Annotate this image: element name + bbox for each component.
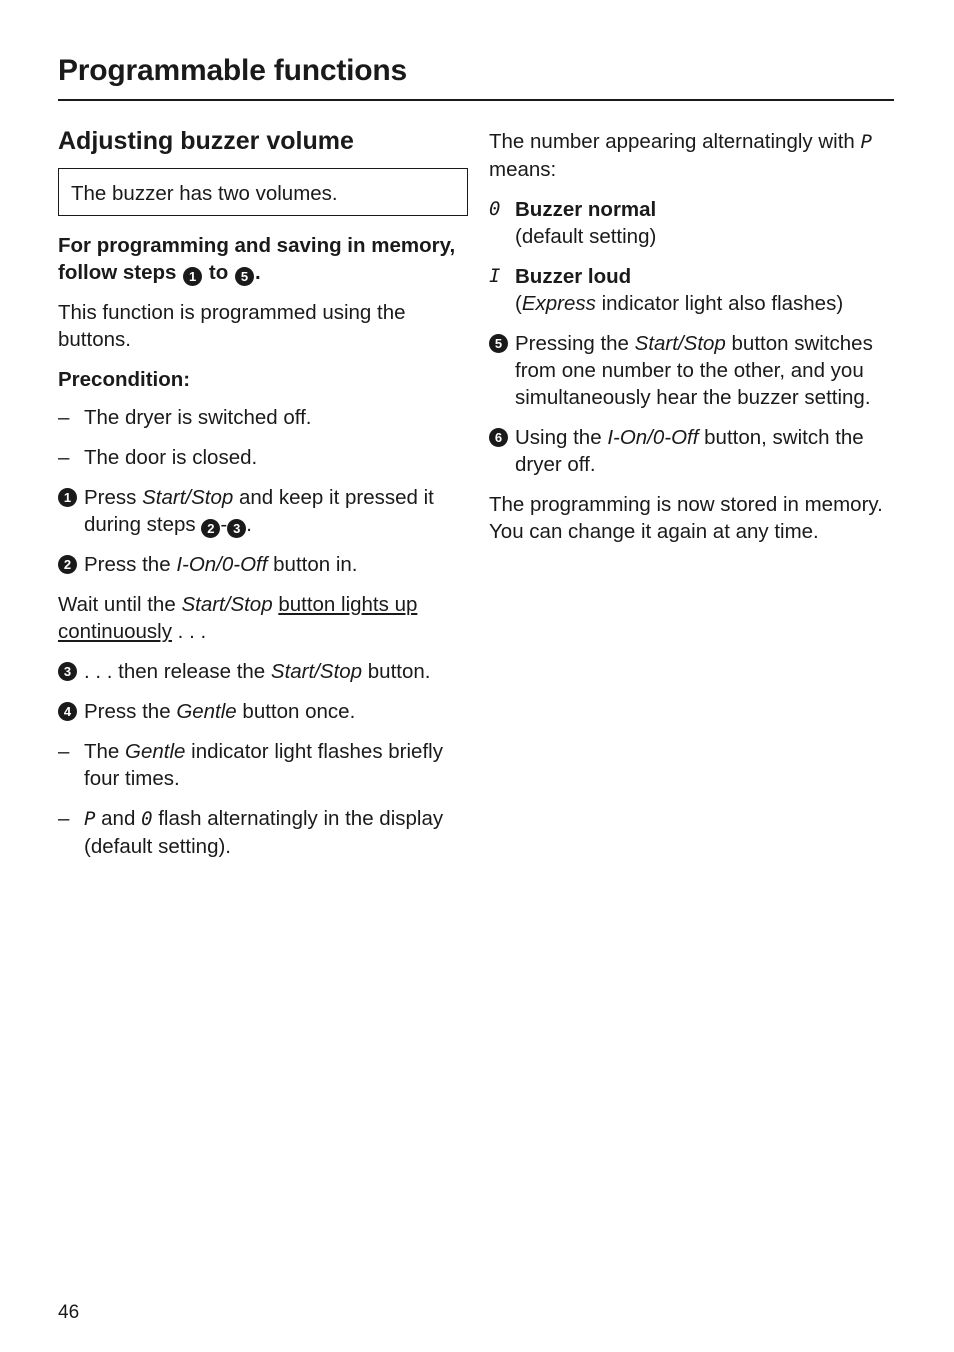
result-text: and	[101, 807, 136, 830]
instruction-text: For programming and saving in memory, follow steps	[58, 234, 456, 284]
note-box	[58, 168, 468, 216]
display-p-symbol: P	[84, 808, 96, 830]
step-text: button, switch the dryer off.	[515, 426, 864, 476]
dash-bullet: –	[58, 740, 70, 763]
page-number: 46	[58, 1302, 80, 1323]
step-text: Pressing the	[515, 332, 629, 355]
step-number-icon: 4	[58, 702, 77, 721]
option-title: Buzzer normal	[515, 198, 657, 221]
button-name: Gentle	[125, 740, 186, 763]
step-period: .	[246, 513, 252, 536]
result-item	[58, 738, 468, 792]
option-description: indicator light also flashes)	[601, 292, 844, 315]
option-description: (default setting)	[515, 225, 657, 248]
paren-open: (	[515, 292, 522, 315]
step-text: button in.	[273, 553, 358, 576]
wait-underlined: button lights up continuously	[58, 593, 418, 643]
intro-text: This function is programmed using the buttons.	[58, 301, 406, 351]
precondition-item	[58, 404, 468, 431]
instruction-period: .	[254, 261, 261, 284]
step-ref-5: 5	[235, 267, 254, 286]
step-text: and keep it pressed it during steps	[84, 486, 434, 536]
indicator-name: Express	[521, 292, 596, 315]
display-zero-symbol: 0	[489, 198, 501, 220]
result-text: flash alternatingly in the display (default setting).	[84, 807, 444, 858]
step-ref-3: 3	[227, 519, 246, 538]
step-number-icon: 2	[58, 555, 77, 574]
button-name: Start/Stop	[181, 593, 273, 616]
precondition-item	[58, 444, 468, 471]
button-name: Start/Stop	[270, 660, 363, 683]
button-name: Gentle	[176, 700, 237, 723]
instruction-heading	[58, 232, 468, 286]
precondition-text: The door is closed.	[84, 446, 258, 469]
precondition-label: Precondition:	[58, 368, 191, 391]
wait-text-start: Wait until the	[58, 593, 176, 616]
note-text: The buzzer has two volumes.	[71, 182, 338, 205]
result-text: The	[84, 740, 120, 763]
step-5	[489, 330, 894, 411]
button-name: Start/Stop	[634, 332, 726, 355]
option-buzzer-loud	[489, 263, 894, 317]
step-ref-1: 1	[183, 267, 202, 286]
step-text: Press the	[84, 700, 171, 723]
right-column	[489, 128, 894, 558]
dash-bullet: –	[58, 807, 70, 830]
page-title: Programmable functions	[58, 54, 407, 87]
instruction-to: to	[208, 261, 229, 284]
display-zero-symbol: 0	[141, 808, 153, 830]
step-3	[58, 658, 468, 685]
step-text: Using the	[515, 426, 602, 449]
section-heading: Adjusting buzzer volume	[58, 127, 354, 155]
step-text: button once.	[242, 700, 356, 723]
step-number-icon: 1	[58, 488, 77, 507]
result-item	[58, 805, 468, 860]
step-text: Press the	[84, 553, 171, 576]
button-name: Start/Stop	[142, 486, 234, 509]
outro-text: The programming is now stored in memory. You can change it again at any time.	[489, 493, 883, 543]
step-number-icon: 5	[489, 334, 508, 353]
step-ref-2: 2	[201, 519, 220, 538]
option-buzzer-normal	[489, 196, 894, 250]
wait-text	[58, 591, 468, 645]
step-6	[489, 424, 894, 478]
step-text: button switches from one number to the other, and you simultaneously hear the buzzer setting.	[515, 332, 873, 409]
step-2	[58, 551, 468, 578]
step-1	[58, 484, 468, 538]
option-title: Buzzer loud	[515, 265, 632, 288]
left-column	[58, 124, 468, 873]
result-text: indicator light flashes briefly four times.	[84, 740, 443, 790]
step-4	[58, 698, 468, 725]
page-header	[58, 50, 894, 101]
button-name: I-On/0-Off	[176, 553, 268, 576]
display-p-symbol: P	[860, 131, 872, 153]
step-number-icon: 6	[489, 428, 508, 447]
meaning-text: The number appearing alternatingly with	[489, 130, 855, 153]
meaning-text: means:	[489, 158, 557, 181]
button-name: I-On/0-Off	[607, 426, 699, 449]
meaning-intro	[489, 128, 894, 183]
precondition-text: The dryer is switched off.	[84, 406, 312, 429]
display-one-symbol: I	[489, 265, 501, 287]
wait-ellipsis: . . .	[177, 620, 207, 643]
step-range-separator: -	[220, 513, 228, 536]
step-number-icon: 3	[58, 662, 77, 681]
step-text: . . . then release the	[84, 660, 266, 683]
dash-bullet: –	[58, 446, 70, 469]
step-text: Press	[84, 486, 137, 509]
step-text: button.	[367, 660, 431, 683]
dash-bullet: –	[58, 406, 70, 429]
